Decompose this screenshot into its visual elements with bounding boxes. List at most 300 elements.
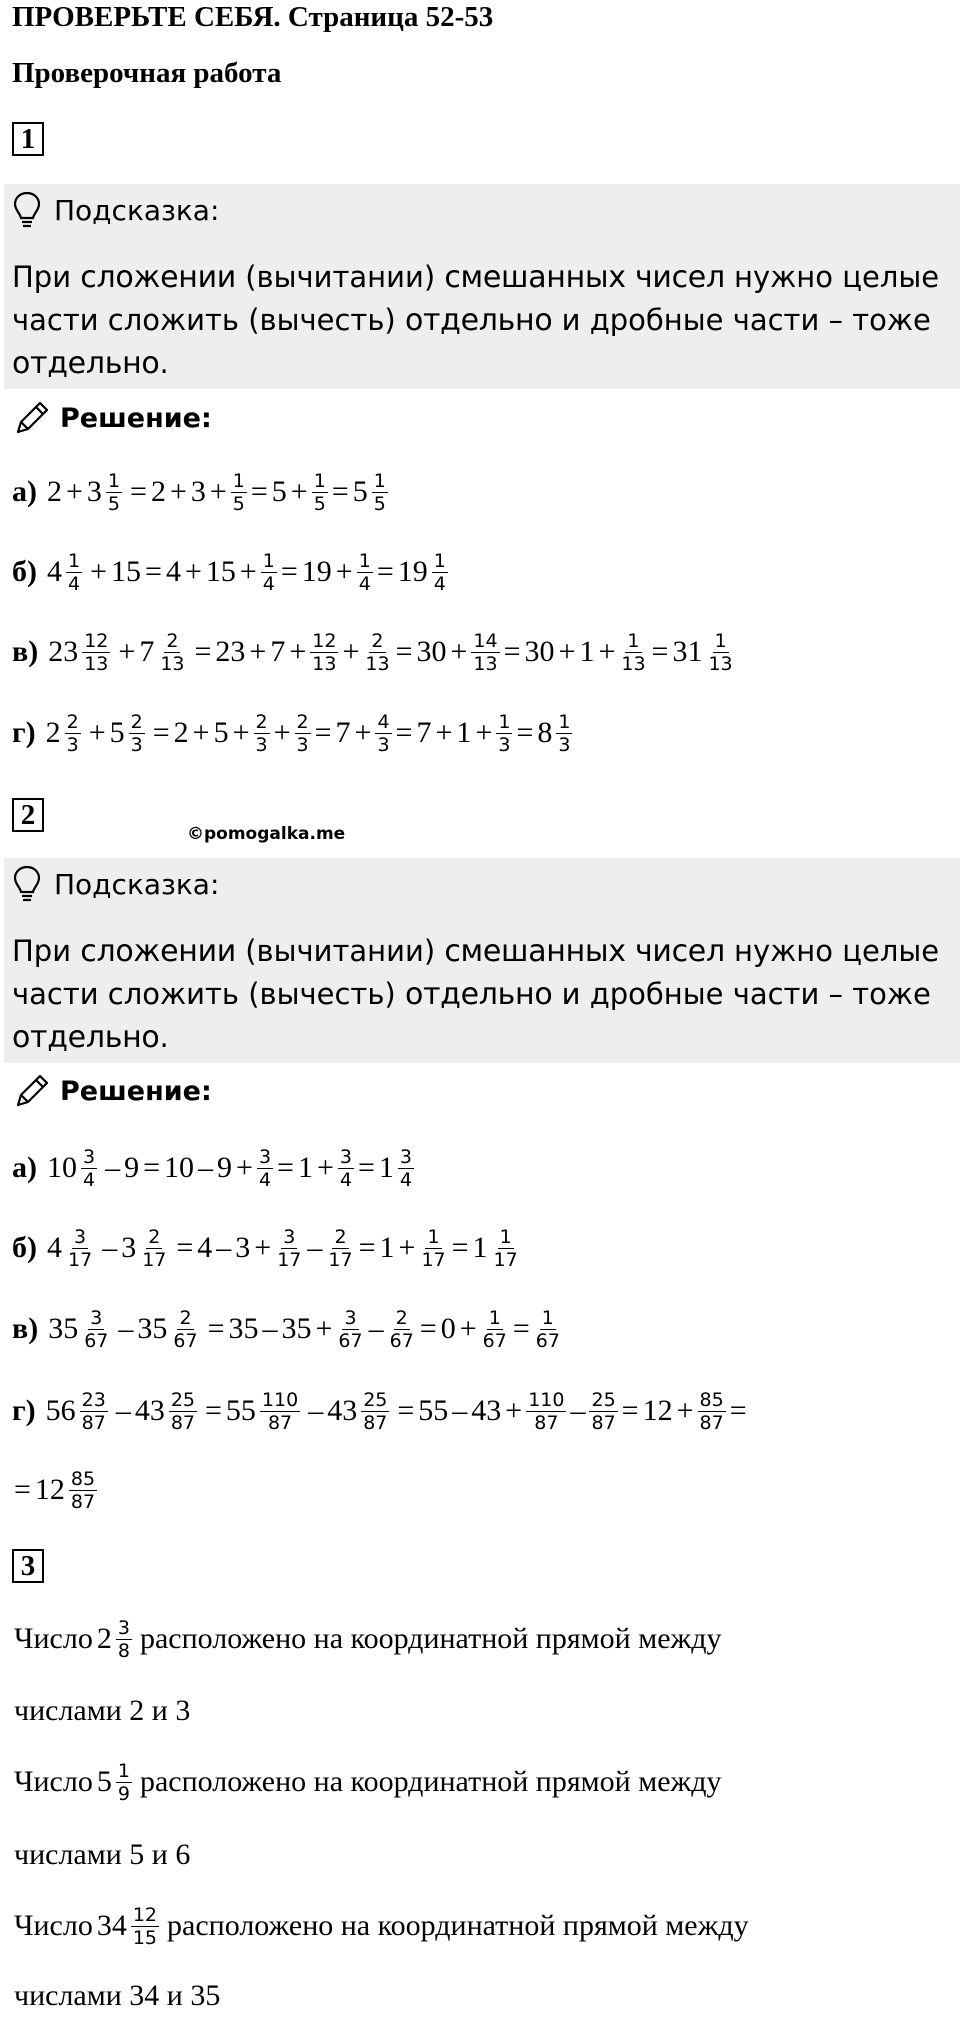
term: 55 — [418, 1394, 449, 1427]
numerator: 1 — [313, 469, 326, 492]
numerator: 12 — [312, 629, 337, 652]
denominator: 3 — [558, 733, 571, 756]
watermark: ©pomogalka.me — [187, 824, 346, 844]
hint-emphasis: сложении — [80, 934, 236, 969]
term: 5 — [271, 475, 287, 508]
numerator: 3 — [83, 1145, 96, 1168]
lightbulb-icon — [12, 865, 42, 903]
numerator: 12 — [84, 629, 109, 652]
operator: – — [118, 1312, 134, 1345]
fraction — [66, 1226, 94, 1271]
operator: + — [289, 635, 307, 668]
term: 9 — [124, 1151, 140, 1184]
fraction — [589, 1389, 617, 1434]
numerator: 85 — [70, 1467, 96, 1490]
term: 19 — [301, 555, 332, 588]
numerator: 1 — [427, 1225, 440, 1248]
mixed-number — [121, 1226, 172, 1271]
term: 1 — [297, 1151, 313, 1184]
hint-text-part: нужно целые части сложить (вычесть) — [12, 260, 940, 337]
equation-line — [12, 1138, 420, 1198]
operator: + — [169, 475, 187, 508]
denominator: 87 — [267, 1411, 293, 1434]
whole-part: 2 — [45, 716, 61, 749]
hint-emphasis: отдельно — [404, 303, 553, 338]
denominator: 4 — [258, 1168, 272, 1191]
text-line — [12, 1966, 222, 2026]
numerator: 1 — [262, 549, 275, 572]
term: 5 — [213, 716, 229, 749]
operator: + — [505, 1394, 523, 1427]
fraction — [310, 630, 338, 675]
operator: + — [316, 1151, 334, 1184]
fraction — [131, 1904, 159, 1949]
denominator: 87 — [363, 1411, 388, 1434]
operator: = — [451, 1231, 469, 1264]
operator: + — [209, 475, 227, 508]
denominator: 13 — [312, 652, 337, 675]
term: Число — [14, 1909, 93, 1942]
term: 0 — [440, 1312, 456, 1345]
operator: – — [105, 1151, 121, 1184]
whole-part: 5 — [96, 1765, 112, 1798]
fraction — [481, 1307, 509, 1352]
numerator: 1 — [373, 469, 386, 492]
operator: = — [14, 1473, 31, 1506]
fraction — [295, 711, 311, 756]
mixed-number — [46, 711, 85, 756]
operator: = — [621, 1394, 639, 1427]
operator: – — [102, 1231, 118, 1264]
fraction — [257, 1146, 273, 1191]
denominator: 13 — [621, 652, 646, 675]
whole-part: 12 — [34, 1473, 65, 1506]
numerator: 1 — [498, 710, 511, 733]
solution-label: Решение: — [60, 402, 212, 434]
hint-emphasis: отдельно — [404, 977, 553, 1012]
operator: + — [254, 1231, 272, 1264]
denominator: 3 — [377, 733, 390, 756]
fraction — [261, 550, 277, 595]
fraction — [140, 1226, 168, 1271]
operator: + — [354, 716, 372, 749]
term: числами 34 и 35 — [14, 1979, 221, 2012]
operator: + — [315, 1312, 333, 1345]
term: 43 — [471, 1394, 502, 1427]
numerator: 1 — [499, 1225, 512, 1248]
numerator: 2 — [166, 629, 179, 652]
whole-part: 4 — [47, 1231, 62, 1264]
operator: + — [475, 716, 493, 749]
operator: – — [307, 1231, 323, 1264]
whole-part: 23 — [48, 635, 79, 668]
mixed-number — [48, 1307, 114, 1352]
mixed-number — [48, 630, 114, 675]
fraction — [556, 711, 572, 756]
equation-line — [12, 703, 578, 763]
denominator: 87 — [81, 1411, 106, 1434]
operator: = — [152, 716, 170, 749]
fraction — [388, 1307, 416, 1352]
operator: + — [558, 635, 576, 668]
whole-part: 56 — [45, 1394, 76, 1427]
fraction — [82, 630, 110, 675]
fraction — [65, 711, 81, 756]
denominator: 87 — [699, 1411, 724, 1434]
denominator: 5 — [232, 492, 245, 515]
numerator: 2 — [255, 710, 268, 733]
term: 4 — [165, 555, 181, 588]
whole-part: 7 — [139, 635, 155, 668]
operator: = — [651, 635, 669, 668]
term: 12 — [642, 1394, 673, 1427]
equation-label: в) — [12, 1312, 39, 1345]
numerator: 25 — [363, 1388, 388, 1411]
fraction — [169, 1389, 197, 1434]
denominator: 3 — [255, 733, 268, 756]
fraction — [260, 1389, 300, 1434]
numerator: 1 — [358, 549, 371, 572]
operator: = — [397, 1394, 415, 1427]
term: 35 — [281, 1312, 312, 1345]
operator: = — [419, 1312, 437, 1345]
whole-part: 55 — [225, 1394, 256, 1427]
denominator: 13 — [84, 652, 109, 675]
whole-part: 43 — [327, 1394, 358, 1427]
mixed-number — [87, 470, 126, 515]
hint-text-part: При — [12, 934, 81, 968]
term: числами 5 и 6 — [14, 1838, 191, 1871]
fraction — [231, 470, 247, 515]
fraction — [619, 630, 647, 675]
numerator: 2 — [130, 710, 143, 733]
numerator: 1 — [232, 469, 245, 492]
term: расположено на координатной прямой между — [167, 1909, 749, 1942]
fraction — [534, 1307, 562, 1352]
numerator: 2 — [296, 710, 309, 733]
hint-box — [4, 184, 960, 389]
equation-label: б) — [12, 1231, 37, 1264]
fraction — [375, 711, 391, 756]
operator: = — [143, 1151, 161, 1184]
text-line — [12, 1825, 192, 1885]
fraction — [471, 630, 499, 675]
numerator: 1 — [714, 629, 727, 652]
mixed-number — [135, 1389, 201, 1434]
whole-part: 35 — [48, 1312, 79, 1345]
operator: = — [205, 1394, 222, 1427]
term: 1 — [579, 635, 595, 668]
operator: = — [314, 716, 332, 749]
mixed-number — [537, 711, 576, 756]
numerator: 1 — [488, 1306, 501, 1329]
equation-line — [12, 1299, 564, 1359]
whole-part: 31 — [672, 635, 703, 668]
operator: = — [250, 475, 268, 508]
equation-label: а) — [12, 475, 37, 508]
numerator: 1 — [68, 549, 81, 572]
mixed-number — [672, 630, 738, 675]
operator: + — [239, 555, 257, 588]
term: 35 — [228, 1312, 259, 1345]
equation-label: б) — [12, 555, 37, 588]
mixed-number — [47, 1146, 101, 1191]
term: 7 — [416, 716, 432, 749]
denominator: 17 — [277, 1248, 302, 1271]
hint-text-part: и дробные части – тоже — [552, 303, 931, 337]
mixed-number — [46, 1389, 112, 1434]
numerator: 2 — [66, 710, 79, 733]
numerator: 1 — [558, 710, 571, 733]
numerator: 14 — [473, 629, 498, 652]
operator: = — [145, 555, 162, 588]
whole-part: 34 — [96, 1909, 127, 1942]
operator: + — [118, 635, 136, 668]
numerator: 2 — [179, 1306, 192, 1329]
denominator: 17 — [142, 1248, 167, 1271]
denominator: 67 — [173, 1329, 198, 1352]
term: Число — [14, 1765, 93, 1798]
pencil-icon — [12, 398, 52, 438]
fraction — [361, 1389, 389, 1434]
term: 30 — [416, 635, 447, 668]
fraction — [706, 630, 734, 675]
numerator: 3 — [258, 1145, 272, 1168]
fraction — [106, 470, 122, 515]
denominator: 5 — [373, 492, 386, 515]
operator: = — [176, 1231, 194, 1264]
solution-label: Решение: — [60, 1075, 212, 1107]
operator: – — [570, 1394, 586, 1427]
operator: – — [115, 1394, 131, 1427]
operator: = — [280, 555, 298, 588]
operator: – — [216, 1231, 232, 1264]
whole-part: 35 — [137, 1312, 168, 1345]
hint-label: Подсказка: — [54, 193, 220, 227]
numerator: 1 — [541, 1306, 554, 1329]
fraction — [492, 1226, 520, 1271]
text-line — [12, 1896, 751, 1956]
numerator: 3 — [283, 1225, 296, 1248]
fraction — [81, 1146, 97, 1191]
operator: + — [184, 555, 202, 588]
operator: + — [249, 635, 267, 668]
fraction — [275, 1226, 303, 1271]
term: 2 — [173, 716, 189, 749]
numerator: 1 — [117, 1759, 130, 1782]
numerator: 2 — [371, 629, 384, 652]
denominator: 13 — [473, 652, 498, 675]
operator: + — [232, 716, 250, 749]
operator: + — [676, 1394, 694, 1427]
denominator: 67 — [84, 1329, 109, 1352]
operator: – — [198, 1151, 214, 1184]
operator: = — [207, 1312, 225, 1345]
hint-header — [12, 864, 219, 904]
whole-part: 3 — [121, 1231, 137, 1264]
solution-header — [12, 398, 212, 438]
solution-header — [12, 1071, 212, 1111]
hint-text-part: . — [159, 1020, 169, 1054]
hint-emphasis: смешанных чисел — [444, 934, 725, 969]
fraction — [372, 470, 388, 515]
operator: + — [236, 1151, 253, 1184]
term: 1 — [379, 1231, 395, 1264]
mixed-number — [379, 1146, 418, 1191]
mixed-number — [353, 470, 392, 515]
numerator: 23 — [81, 1388, 106, 1411]
mixed-number — [47, 550, 86, 595]
mixed-number — [473, 1226, 524, 1271]
operator: = — [729, 1394, 747, 1427]
denominator: 67 — [482, 1329, 507, 1352]
text-line — [12, 1609, 724, 1669]
denominator: 3 — [296, 733, 309, 756]
hint-header — [12, 190, 219, 230]
term: 30 — [524, 635, 555, 668]
mixed-number — [97, 1617, 136, 1662]
fraction — [158, 630, 186, 675]
operator: + — [90, 555, 108, 588]
operator: = — [194, 635, 212, 668]
operator: – — [368, 1312, 384, 1345]
hint-text-part: (вычитании) — [236, 260, 445, 294]
fraction — [66, 550, 82, 595]
fraction — [116, 1760, 132, 1805]
mixed-number — [137, 1307, 203, 1352]
numerator: 2 — [334, 1225, 347, 1248]
fraction — [129, 711, 145, 756]
numerator: 3 — [117, 1616, 130, 1639]
denominator: 4 — [399, 1168, 412, 1191]
operator: = — [376, 555, 394, 588]
operator: – — [262, 1312, 278, 1345]
numerator: 4 — [377, 710, 390, 733]
whole-part: 19 — [397, 555, 428, 588]
numerator: 2 — [148, 1225, 161, 1248]
equation-line — [12, 542, 454, 602]
denominator: 13 — [160, 652, 185, 675]
denominator: 13 — [365, 652, 390, 675]
equation-label: а) — [12, 1151, 37, 1184]
operator: + — [459, 1312, 477, 1345]
term: 15 — [111, 555, 142, 588]
denominator: 87 — [591, 1411, 616, 1434]
numerator: 110 — [261, 1388, 299, 1411]
numerator: 110 — [528, 1388, 565, 1411]
operator: – — [452, 1394, 468, 1427]
operator: + — [450, 635, 468, 668]
operator: = — [130, 475, 147, 508]
fraction — [526, 1389, 566, 1434]
numerator: 3 — [344, 1306, 357, 1329]
term: 23 — [215, 635, 246, 668]
fraction — [336, 1307, 364, 1352]
hint-text-part: нужно целые части сложить (вычесть) — [12, 934, 940, 1011]
mixed-number — [327, 1389, 393, 1434]
equation-line — [12, 622, 741, 682]
denominator: 4 — [68, 572, 81, 595]
denominator: 17 — [421, 1248, 446, 1271]
operator: + — [435, 716, 453, 749]
whole-part: 5 — [109, 716, 125, 749]
operator: = — [503, 635, 521, 668]
denominator: 17 — [493, 1248, 518, 1271]
fraction — [432, 550, 448, 595]
fraction — [419, 1226, 447, 1271]
whole-part: 1 — [472, 1231, 488, 1264]
term: расположено на координатной прямой между — [139, 1765, 722, 1798]
mixed-number — [35, 1468, 101, 1513]
numerator: 12 — [132, 1903, 158, 1926]
mixed-number — [110, 711, 149, 756]
equation-line — [12, 1460, 103, 1520]
term: 10 — [164, 1151, 195, 1184]
hint-text — [12, 256, 952, 385]
fraction — [69, 1468, 97, 1513]
mixed-number — [398, 550, 452, 595]
denominator: 4 — [83, 1168, 96, 1191]
fraction — [698, 1389, 726, 1434]
denominator: 3 — [498, 733, 511, 756]
operator: + — [88, 716, 106, 749]
denominator: 67 — [389, 1329, 414, 1352]
hint-box — [4, 858, 960, 1063]
task-number-box: 2 — [12, 798, 44, 832]
hint-emphasis: сложении — [80, 260, 236, 295]
denominator: 5 — [313, 492, 326, 515]
text-line — [12, 1681, 192, 1741]
numerator: 3 — [339, 1145, 352, 1168]
numerator: 3 — [74, 1225, 87, 1248]
operator: + — [342, 635, 360, 668]
operator: + — [290, 475, 308, 508]
whole-part: 2 — [96, 1622, 112, 1655]
operator: + — [598, 635, 616, 668]
term: Число — [14, 1622, 93, 1655]
denominator: 67 — [535, 1329, 560, 1352]
denominator: 87 — [70, 1490, 96, 1513]
hint-emphasis: смешанных чисел — [444, 260, 725, 295]
term: 2 — [150, 475, 166, 508]
term: 3 — [235, 1231, 251, 1264]
equation-line — [12, 462, 394, 522]
term: 15 — [205, 555, 236, 588]
equation-label: в) — [12, 635, 39, 668]
denominator: 67 — [338, 1329, 363, 1352]
denominator: 5 — [107, 492, 121, 515]
denominator: 4 — [262, 572, 275, 595]
fraction — [82, 1307, 110, 1352]
denominator: 15 — [132, 1926, 158, 1949]
fraction — [116, 1617, 132, 1662]
numerator: 3 — [399, 1145, 412, 1168]
fraction — [496, 711, 512, 756]
mixed-number — [97, 1904, 163, 1949]
operator: = — [516, 716, 534, 749]
hint-text-part: и дробные части – тоже — [552, 977, 931, 1011]
operator: = — [357, 1151, 375, 1184]
operator: = — [358, 1231, 376, 1264]
fraction — [171, 1307, 199, 1352]
mixed-number — [226, 1389, 304, 1434]
text-line — [12, 1752, 724, 1812]
denominator: 8 — [117, 1639, 130, 1662]
whole-part: 5 — [352, 475, 368, 508]
denominator: 4 — [339, 1168, 352, 1191]
whole-part: 3 — [86, 475, 102, 508]
fraction — [312, 470, 328, 515]
